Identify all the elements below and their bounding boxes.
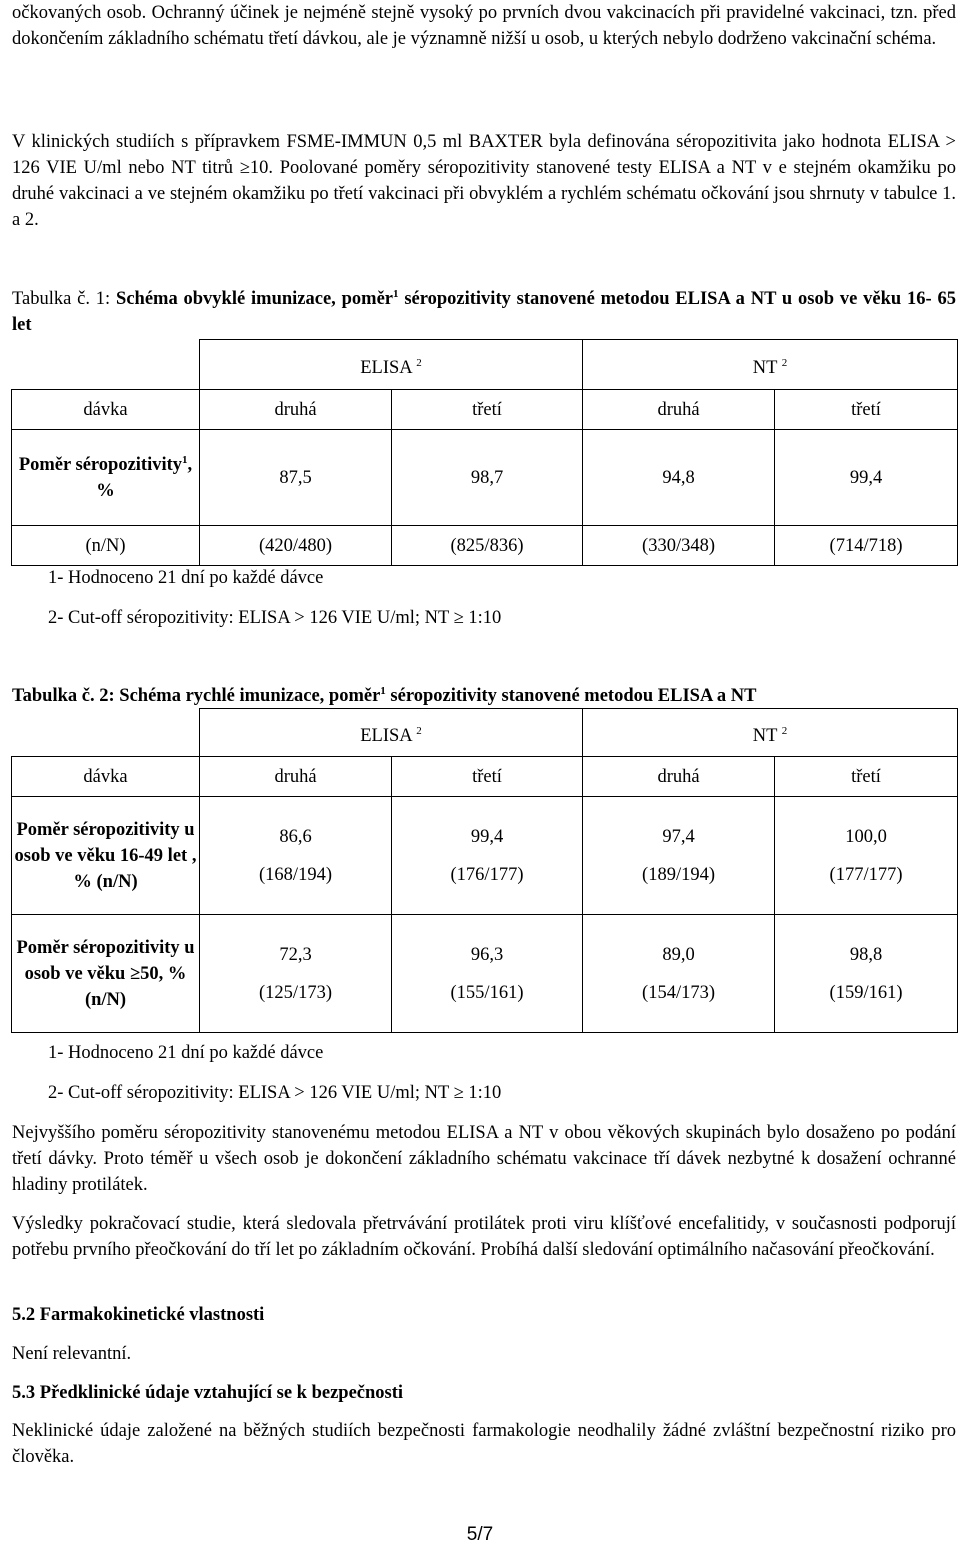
table1-n-cell: (330/348) [583, 526, 775, 566]
section-5-2-heading: 5.2 Farmakokinetické vlastnosti [12, 1305, 265, 1325]
page-number: 5/7 [466, 1524, 494, 1545]
table2-n: (155/161) [450, 982, 524, 1003]
table2-n: (159/161) [829, 982, 903, 1003]
table2-value: 89,0 [662, 944, 695, 965]
table2-n: (168/194) [259, 864, 332, 885]
table1-n-cell: (825/836) [392, 526, 583, 566]
table2 [12, 708, 958, 1033]
table2-group-elisa-sup: 2 [416, 724, 422, 737]
table2-dose-cell: třetí [392, 757, 583, 797]
table2-value: 100,0 [845, 826, 887, 847]
table2-caption-prefix: Tabulka č. 2: [12, 686, 115, 706]
table1-dose-cell: třetí [775, 390, 958, 430]
table1-row-label-suffix: , % [96, 454, 193, 501]
table1 [12, 339, 958, 566]
table2-caption-text: Schéma rychlé imunizace, poměr [119, 686, 381, 706]
table2-value: 97,4 [662, 826, 695, 847]
table2-group-elisa [200, 709, 583, 757]
table2-n: (177/177) [829, 864, 903, 885]
table2-row2-cell [200, 915, 392, 1033]
table1-note-2: 2- Cut-off séropozitivity: ELISA > 126 VIE U/ml; NT ≥ 1:10 [48, 608, 502, 628]
table2-note-2: 2- Cut-off séropozitivity: ELISA > 126 VIE U/ml; NT ≥ 1:10 [48, 1083, 502, 1103]
table1-row-label [12, 430, 200, 526]
table2-value: 98,8 [849, 944, 883, 965]
table2-row1-cell [200, 797, 392, 915]
table1-group-elisa-sup: 2 [416, 356, 422, 369]
table2-row2-cell [583, 915, 775, 1033]
table2-row1-cell [583, 797, 775, 915]
table2-group-row [12, 709, 958, 757]
table2-value: 96,3 [470, 944, 504, 965]
table2-dose-row [12, 757, 958, 797]
table1-row-label-text: Poměr séropozitivity [18, 454, 183, 475]
section-5-2-text: Není relevantní. [12, 1344, 132, 1364]
table1-caption-prefix: Tabulka č. 1: [12, 289, 111, 309]
table1-caption-sup: 1 [393, 288, 399, 300]
table2-dose-cell: třetí [775, 757, 958, 797]
table1-row-label-sup: 1 [182, 453, 188, 466]
table2-dose-cell: druhá [200, 757, 392, 797]
table2-n: (125/173) [259, 982, 332, 1003]
table1-value-cell: 99,4 [775, 430, 958, 526]
table2-row1-label: Poměr séropozitivity u osob ve věku 16-49 let , % (n/N) [12, 797, 200, 915]
table1-group-elisa-label: ELISA [360, 357, 412, 378]
table2-row1-cell [775, 797, 958, 915]
table2-group-nt [583, 709, 958, 757]
table1-dose-row [12, 390, 958, 430]
table1-value-cell: 87,5 [200, 430, 392, 526]
table1-group-nt-sup: 2 [781, 356, 788, 369]
table1-dose-cell: třetí [392, 390, 583, 430]
outro-paragraph-1: Nejvyššího poměru séropozitivity stanovenému metodou ELISA a NT v obou věkových skupinách bylo dosaženo po podání třetí dávky. Proto téměř u všech osob je dokončení základního schématu vakcinace tří dávek nezbytné k dosažení ochranné hladiny protilátek. [12, 1123, 956, 1195]
table1-n-label: (n/N) [12, 526, 200, 566]
table2-caption [12, 683, 956, 709]
table2-n: (189/194) [642, 864, 715, 885]
section-5-3-text: Neklinické údaje založené na běžných studiích bezpečnosti farmakologie neodhalily žádné zvláštní bezpečnostní riziko pro člověka. [12, 1421, 956, 1467]
table2-row2-cell [392, 915, 583, 1033]
intro-paragraph-2: V klinických studiích s přípravkem FSME-IMMUN 0,5 ml BAXTER byla definována séropozitivita jako hodnota ELISA > 126 VIE U/ml nebo NT titrů ≥10. Poolované poměry séropozitivity stanovené testy ELISA a NT v e stejném okamžiku po druhé vakcinaci a ve stejném okamžiku po třetí vakcinaci při obvyklém a rychlém schématu očkování jsou shrnuty v tabulce 1. a 2. [12, 132, 956, 230]
table2-value: 99,4 [470, 826, 504, 847]
table1-group-row [12, 340, 958, 390]
table1-group-nt-label: NT [752, 357, 778, 378]
table2-dose-cell: druhá [583, 757, 775, 797]
table1-dose-cell: druhá [200, 390, 392, 430]
intro-paragraph-1: očkovaných osob. Ochranný účinek je nejméně stejně vysoký po prvních dvou vakcinacích při pravidelné vakcinaci, tzn. před dokončením základního schématu třetí dávkou, ale je významně nižší u osob, u kterých nebylo dodrženo vakcinační schéma. [12, 3, 956, 49]
table1-value-cell: 94,8 [583, 430, 775, 526]
table2-n: (154/173) [642, 982, 715, 1003]
table2-n: (176/177) [450, 864, 524, 885]
table1-dose-cell: druhá [583, 390, 775, 430]
table1-n-row [12, 526, 958, 566]
table2-note-1: 1- Hodnoceno 21 dní po každé dávce [48, 1043, 324, 1063]
table1-value-cell: 98,7 [392, 430, 583, 526]
table1-caption-text: Schéma obvyklé imunizace, poměr [116, 289, 393, 309]
table2-dose-label: dávka [12, 757, 200, 797]
table2-value: 86,6 [279, 826, 312, 847]
table2-row-old [12, 915, 958, 1033]
table2-group-nt-label: NT [752, 725, 778, 746]
table2-caption-sup: 1 [380, 685, 386, 697]
table2-group-nt-sup: 2 [781, 724, 788, 737]
table1-n-cell: (714/718) [775, 526, 958, 566]
table1-value-row [12, 430, 958, 526]
table2-value: 72,3 [279, 944, 312, 965]
outro-paragraph-2: Výsledky pokračovací studie, která sledovala přetrvávání protilátek proti viru klíšťové encefalitidy, v současnosti podporují potřebu prvního přeočkování do tří let po základním očkování. Probíhá další sledování optimálního načasování přeočkování. [12, 1214, 956, 1260]
table2-row2-cell [775, 915, 958, 1033]
table1-note-1: 1- Hodnoceno 21 dní po každé dávce [48, 568, 324, 588]
table1-dose-label: dávka [12, 390, 200, 430]
table1-caption-rest: séropozitivity stanovené metodou ELISA a NT u osob ve věku 16- 65 let [12, 289, 956, 335]
table1-group-nt [583, 340, 958, 390]
table2-group-elisa-label: ELISA [360, 725, 412, 746]
table1-n-cell: (420/480) [200, 526, 392, 566]
table1-caption [12, 286, 956, 338]
section-5-3-heading: 5.3 Předklinické údaje vztahující se k bezpečnosti [12, 1383, 404, 1403]
table2-row1-cell [392, 797, 583, 915]
table2-caption-rest: séropozitivity stanovené metodou ELISA a NT [390, 686, 757, 706]
table1-group-elisa [200, 340, 583, 390]
table2-row2-label: Poměr séropozitivity u osob ve věku ≥50, % (n/N) [12, 915, 200, 1033]
table2-row-young [12, 797, 958, 915]
